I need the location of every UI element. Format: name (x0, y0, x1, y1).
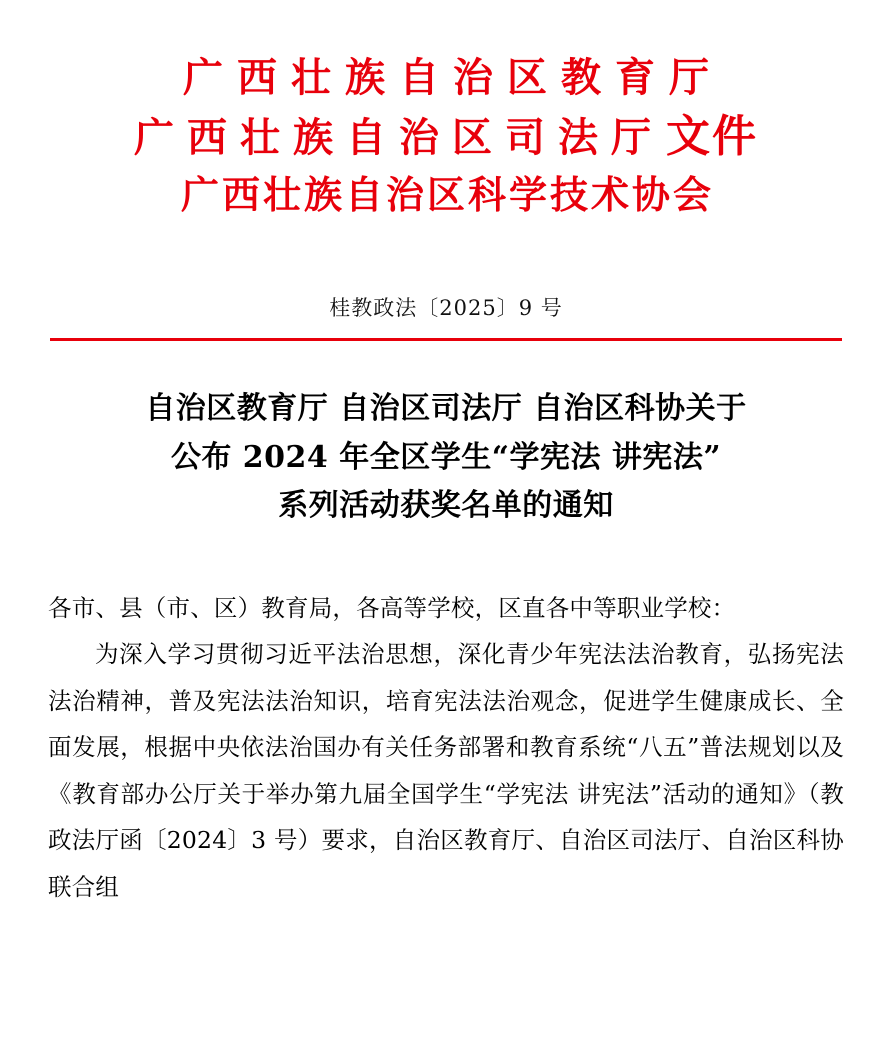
document-number: 桂教政法〔2025〕9 号 (329, 296, 563, 320)
letterhead-line-1: 广西壮族自治区教育厅 (183, 54, 723, 101)
body-recipient-line: 各市、县（市、区）教育局，各高等学校，区直各中等职业学校： (48, 593, 736, 622)
red-divider-rule (50, 338, 842, 341)
letterhead-line-2 (48, 111, 844, 162)
body-paragraph-1: 为深入学习贯彻习近平法治思想，深化青少年宪法法治教育，弘扬宪法法治精神，普及宪法法治知识，培育宪法法治观念，促进学生健康成长、全面发展，根据中央依法治国办有关任务部署和教育系统“八五”普法规划以及《教育部办公厅关于举办第九届全国学生“学宪法 讲宪法”活动的通知》（教政法厅函〔2024〕3 号）要求，自治区教育厅、自治区司法厅、自治区科协联合组 (48, 640, 844, 901)
letterhead-line-2-agency: 广西壮族自治区司法厅 (134, 114, 664, 161)
document-body (48, 585, 844, 911)
letterhead-line-3: 广西壮族自治区科学技术协会 (180, 172, 714, 217)
title-line-1: 自治区教育厅 自治区司法厅 自治区科协关于 (145, 391, 747, 426)
letterhead-document-word: 文件 (666, 111, 758, 162)
page-title (48, 385, 844, 531)
letterhead (48, 0, 844, 217)
title-line-3: 系列活动获奖名单的通知 (278, 488, 614, 524)
title-line-2: 公布 2024 年全区学生“学宪法 讲宪法” (170, 439, 722, 475)
